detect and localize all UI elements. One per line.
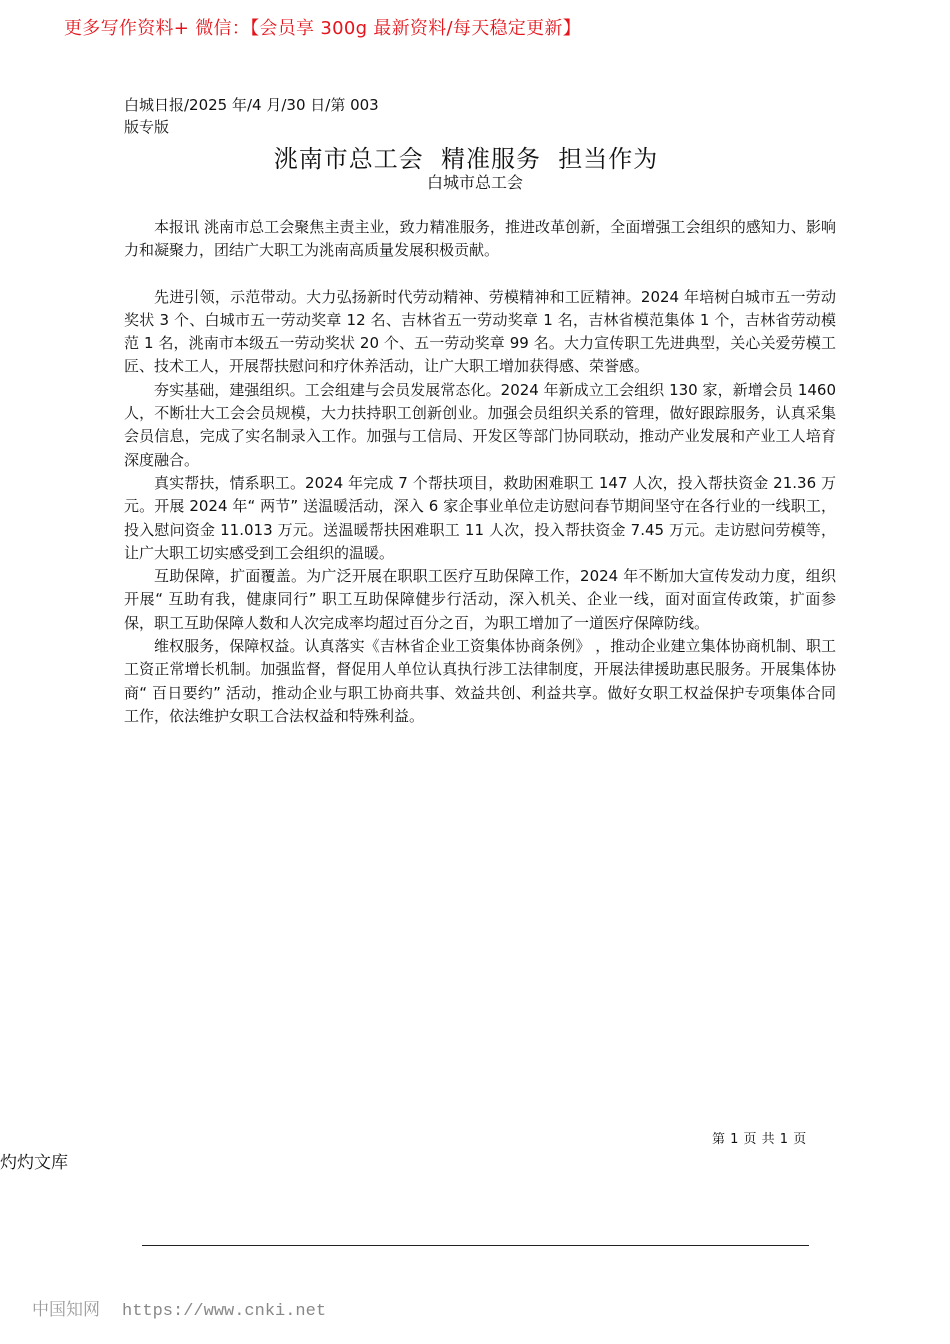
page-indicator: 第 1 页 共 1 页 — [712, 1132, 807, 1147]
article-body — [124, 216, 836, 728]
source-line-1: 白城日报/2025 年/4 月/30 日/第 003 — [124, 96, 379, 114]
source-info — [124, 94, 379, 138]
cnki-name: 中国知网 — [32, 1300, 100, 1320]
cnki-url[interactable]: https://www.cnki.net — [122, 1302, 327, 1321]
footer-divider — [142, 1245, 809, 1246]
paragraph-advanced-leadership: 先进引领，示范带动。大力弘扬新时代劳动精神、劳模精神和工匠精神。2024 年培树白城市五一劳动奖状 3 个、白城市五一劳动奖章 12 名、吉林省五一劳动奖章 1 名，吉林省模范集体 1 个，吉林省劳动模范 1 名，洮南市本级五一劳动奖状 20 个、五一劳动奖章 99 名。大力宣传职工先进典型，关心关爱劳模工匠、技术工人，开展帮扶慰问和疗休养活动，让广大职工增加获得感、荣誉感。 — [124, 287, 836, 376]
promo-banner: 更多写作资料+ 微信：【会员享 300g 最新资料/每天稳定更新】 — [64, 18, 581, 39]
paragraph-assistance: 真实帮扶，情系职工。2024 年完成 7 个帮扶项目，救助困难职工 147 人次，投入帮扶资金 21.36 万元。开展 2024 年“ 两节” 送温暖活动，深入 6 家企事业单位走访慰问春节期间坚守在各行业的一线职工，投入慰问资金 11.013 万元。送温暖帮扶困难职工 11 人次，投入帮扶资金 7.45 万元。走访慰问劳模等，让广大职工切实感受到工会组织的温暖。 — [124, 473, 836, 562]
article-title: 洮南市总工会 精准服务 担当作为 — [273, 145, 659, 173]
paragraph-intro: 本报讯 洮南市总工会聚焦主责主业，致力精准服务，推进改革创新，全面增强工会组织的感知力、影响力和凝聚力，团结广大职工为洮南高质量发展积极贡献。 — [124, 218, 836, 260]
paragraph-rights-service: 维权服务，保障权益。认真落实《吉林省企业工资集体协商条例》 ，推动企业建立集体协商机制、职工工资正常增长机制。加强监督，督促用人单位认真执行涉工法律制度，开展法律援助惠民服务。开展集体协商“ 百日要约” 活动，推动企业与职工协商共事、效益共创、利益共享。做好女职工权益保护专项集体合同工作，依法维护女职工合法权益和特殊利益。 — [124, 637, 836, 725]
article-author: 白城市总工会 — [426, 173, 523, 192]
source-line-2: 版专版 — [124, 118, 170, 136]
cnki-watermark — [32, 1295, 326, 1321]
library-name: 灼灼文库 — [0, 1153, 68, 1173]
paragraph-mutual-protection: 互助保障，扩面覆盖。为广泛开展在职职工医疗互助保障工作，2024 年不断加大宣传发动力度，组织开展“ 互助有我，健康同行” 职工互助保障健步行活动，深入机关、企业一线，面对面宣传政策，扩面参保，职工互助保障人数和人次完成率均超过百分之百，为职工增加了一道医疗保障防线。 — [124, 567, 836, 632]
paragraph-foundation: 夯实基础，建强组织。工会组建与会员发展常态化。2024 年新成立工会组织 130 家，新增会员 1460 人，不断壮大工会会员规模，大力扶持职工创新创业。加强会员组织关系的管理，做好跟踪服务，认真采集会员信息，完成了实名制录入工作。加强与工信局、开发区等部门协同联动，推动产业发展和产业工人培育深度融合。 — [124, 380, 836, 469]
